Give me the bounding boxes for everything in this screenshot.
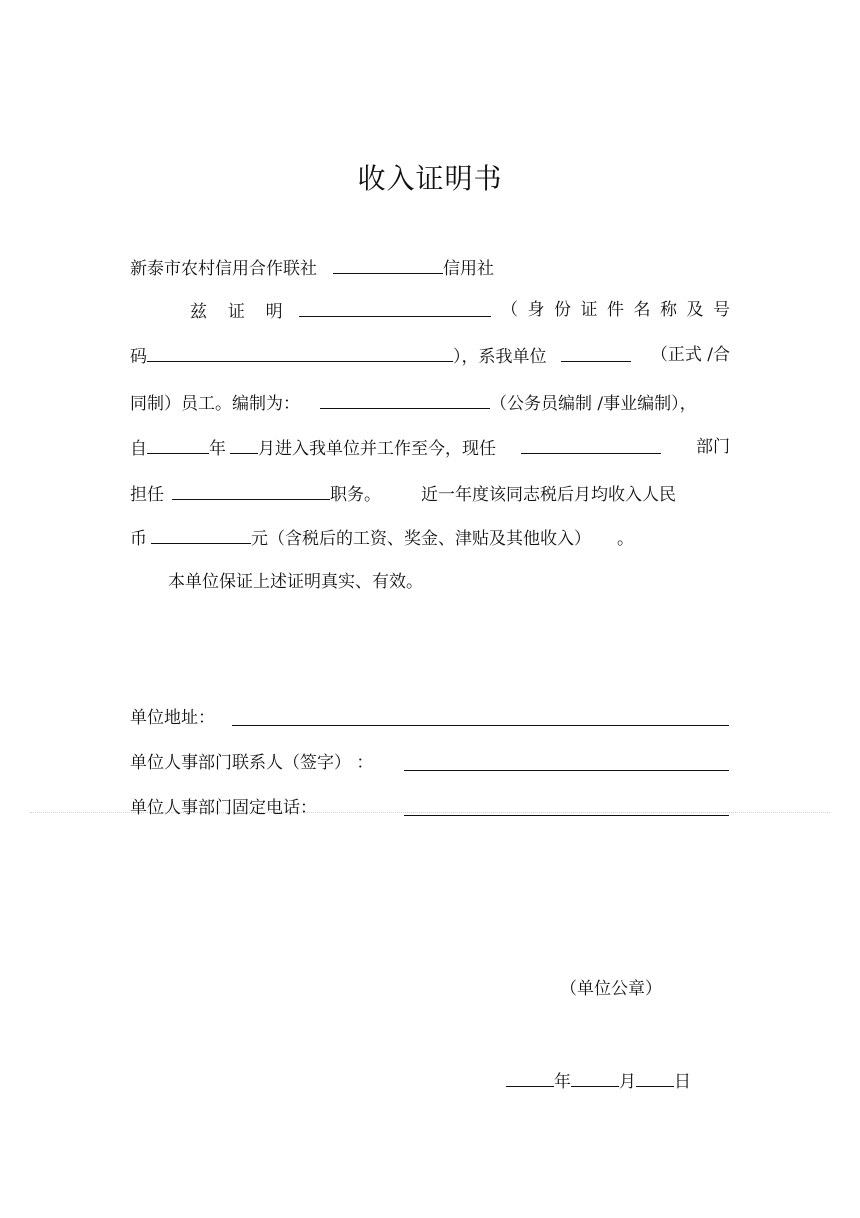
body-l5-mid: 职务。 bbox=[330, 485, 381, 505]
body-l3-lead: 同制）员工。编制为： bbox=[130, 394, 300, 414]
start-month-blank[interactable] bbox=[230, 435, 258, 454]
date-month-label: 月 bbox=[619, 1072, 636, 1092]
body-l4-lead: 自 bbox=[130, 439, 147, 459]
header-line bbox=[130, 255, 730, 281]
date-year-label: 年 bbox=[554, 1072, 571, 1092]
body-l2-tail: （正式 /合 bbox=[650, 345, 730, 365]
address-label: 单位地址： bbox=[130, 708, 215, 728]
date-day-label: 日 bbox=[674, 1072, 691, 1092]
tail-char: 号 bbox=[712, 300, 730, 320]
seal-label: （单位公章） bbox=[560, 979, 662, 999]
body-line-2 bbox=[130, 343, 730, 369]
contact-label: 单位人事部门联系人（签字） ： bbox=[130, 753, 374, 773]
tail-char: 件 bbox=[606, 300, 624, 320]
employment-type-blank[interactable] bbox=[561, 343, 631, 362]
body-l5-lead: 担任 bbox=[130, 485, 164, 505]
id-number-blank[interactable] bbox=[147, 343, 453, 362]
tail-char: 证 bbox=[580, 300, 598, 320]
body-l2-mid: ），系我单位 bbox=[453, 347, 547, 367]
body-l1c: 明 bbox=[265, 302, 283, 322]
tail-char: 身 bbox=[527, 300, 545, 320]
body-line-6 bbox=[130, 525, 730, 551]
tail-char: （ bbox=[500, 300, 518, 320]
date-year-blank[interactable] bbox=[506, 1068, 554, 1087]
body-l3-tail: （公务员编制 /事业编制）， bbox=[490, 394, 697, 414]
branch-blank[interactable] bbox=[333, 255, 443, 274]
contact-signature-line[interactable] bbox=[404, 770, 729, 771]
body-l1a: 兹 bbox=[190, 302, 207, 322]
tail-char: 及 bbox=[686, 300, 704, 320]
address-input-line[interactable] bbox=[232, 725, 729, 726]
start-year-blank[interactable] bbox=[147, 435, 209, 454]
tail-char: 称 bbox=[659, 300, 677, 320]
name-blank[interactable] bbox=[299, 298, 491, 317]
date-month-blank[interactable] bbox=[571, 1068, 619, 1087]
phone-input-line[interactable] bbox=[404, 815, 729, 816]
header-prefix: 新泰市农村信用合作联社 bbox=[130, 259, 317, 279]
body-l6-tail: 。 bbox=[617, 529, 634, 549]
department-blank[interactable] bbox=[521, 435, 661, 454]
body-line-1 bbox=[130, 298, 730, 324]
body-l6-mid: 元（含税后的工资、奖金、津贴及其他收入） bbox=[251, 529, 591, 549]
body-l4-mid: 月进入我单位并工作至今，现任 bbox=[258, 439, 496, 459]
body-line-3 bbox=[130, 390, 730, 416]
body-line-5 bbox=[130, 481, 730, 507]
tail-char: 份 bbox=[553, 300, 571, 320]
body-l1b: 证 bbox=[227, 302, 245, 322]
tail-char: 名 bbox=[633, 300, 651, 320]
body-l6-lead: 币 bbox=[130, 529, 147, 549]
income-blank[interactable] bbox=[151, 525, 251, 544]
header-suffix: 信用社 bbox=[443, 259, 494, 279]
body-l4-tail: 部门 bbox=[696, 437, 730, 457]
body-l5-tail: 近一年度该同志税后月均收入人民 bbox=[421, 485, 676, 505]
body-l4-year: 年 bbox=[209, 439, 226, 459]
body-line-4 bbox=[130, 435, 730, 461]
establishment-blank[interactable] bbox=[320, 390, 490, 409]
position-blank[interactable] bbox=[172, 481, 330, 500]
body-l2-lead: 码 bbox=[130, 347, 147, 367]
phone-label: 单位人事部门固定电话： bbox=[130, 798, 317, 818]
date-line bbox=[506, 1068, 691, 1094]
date-day-blank[interactable] bbox=[636, 1068, 674, 1087]
guarantee-line: 本单位保证上述证明真实、有效。 bbox=[168, 572, 423, 592]
page-title: 收入证明书 bbox=[357, 162, 503, 195]
